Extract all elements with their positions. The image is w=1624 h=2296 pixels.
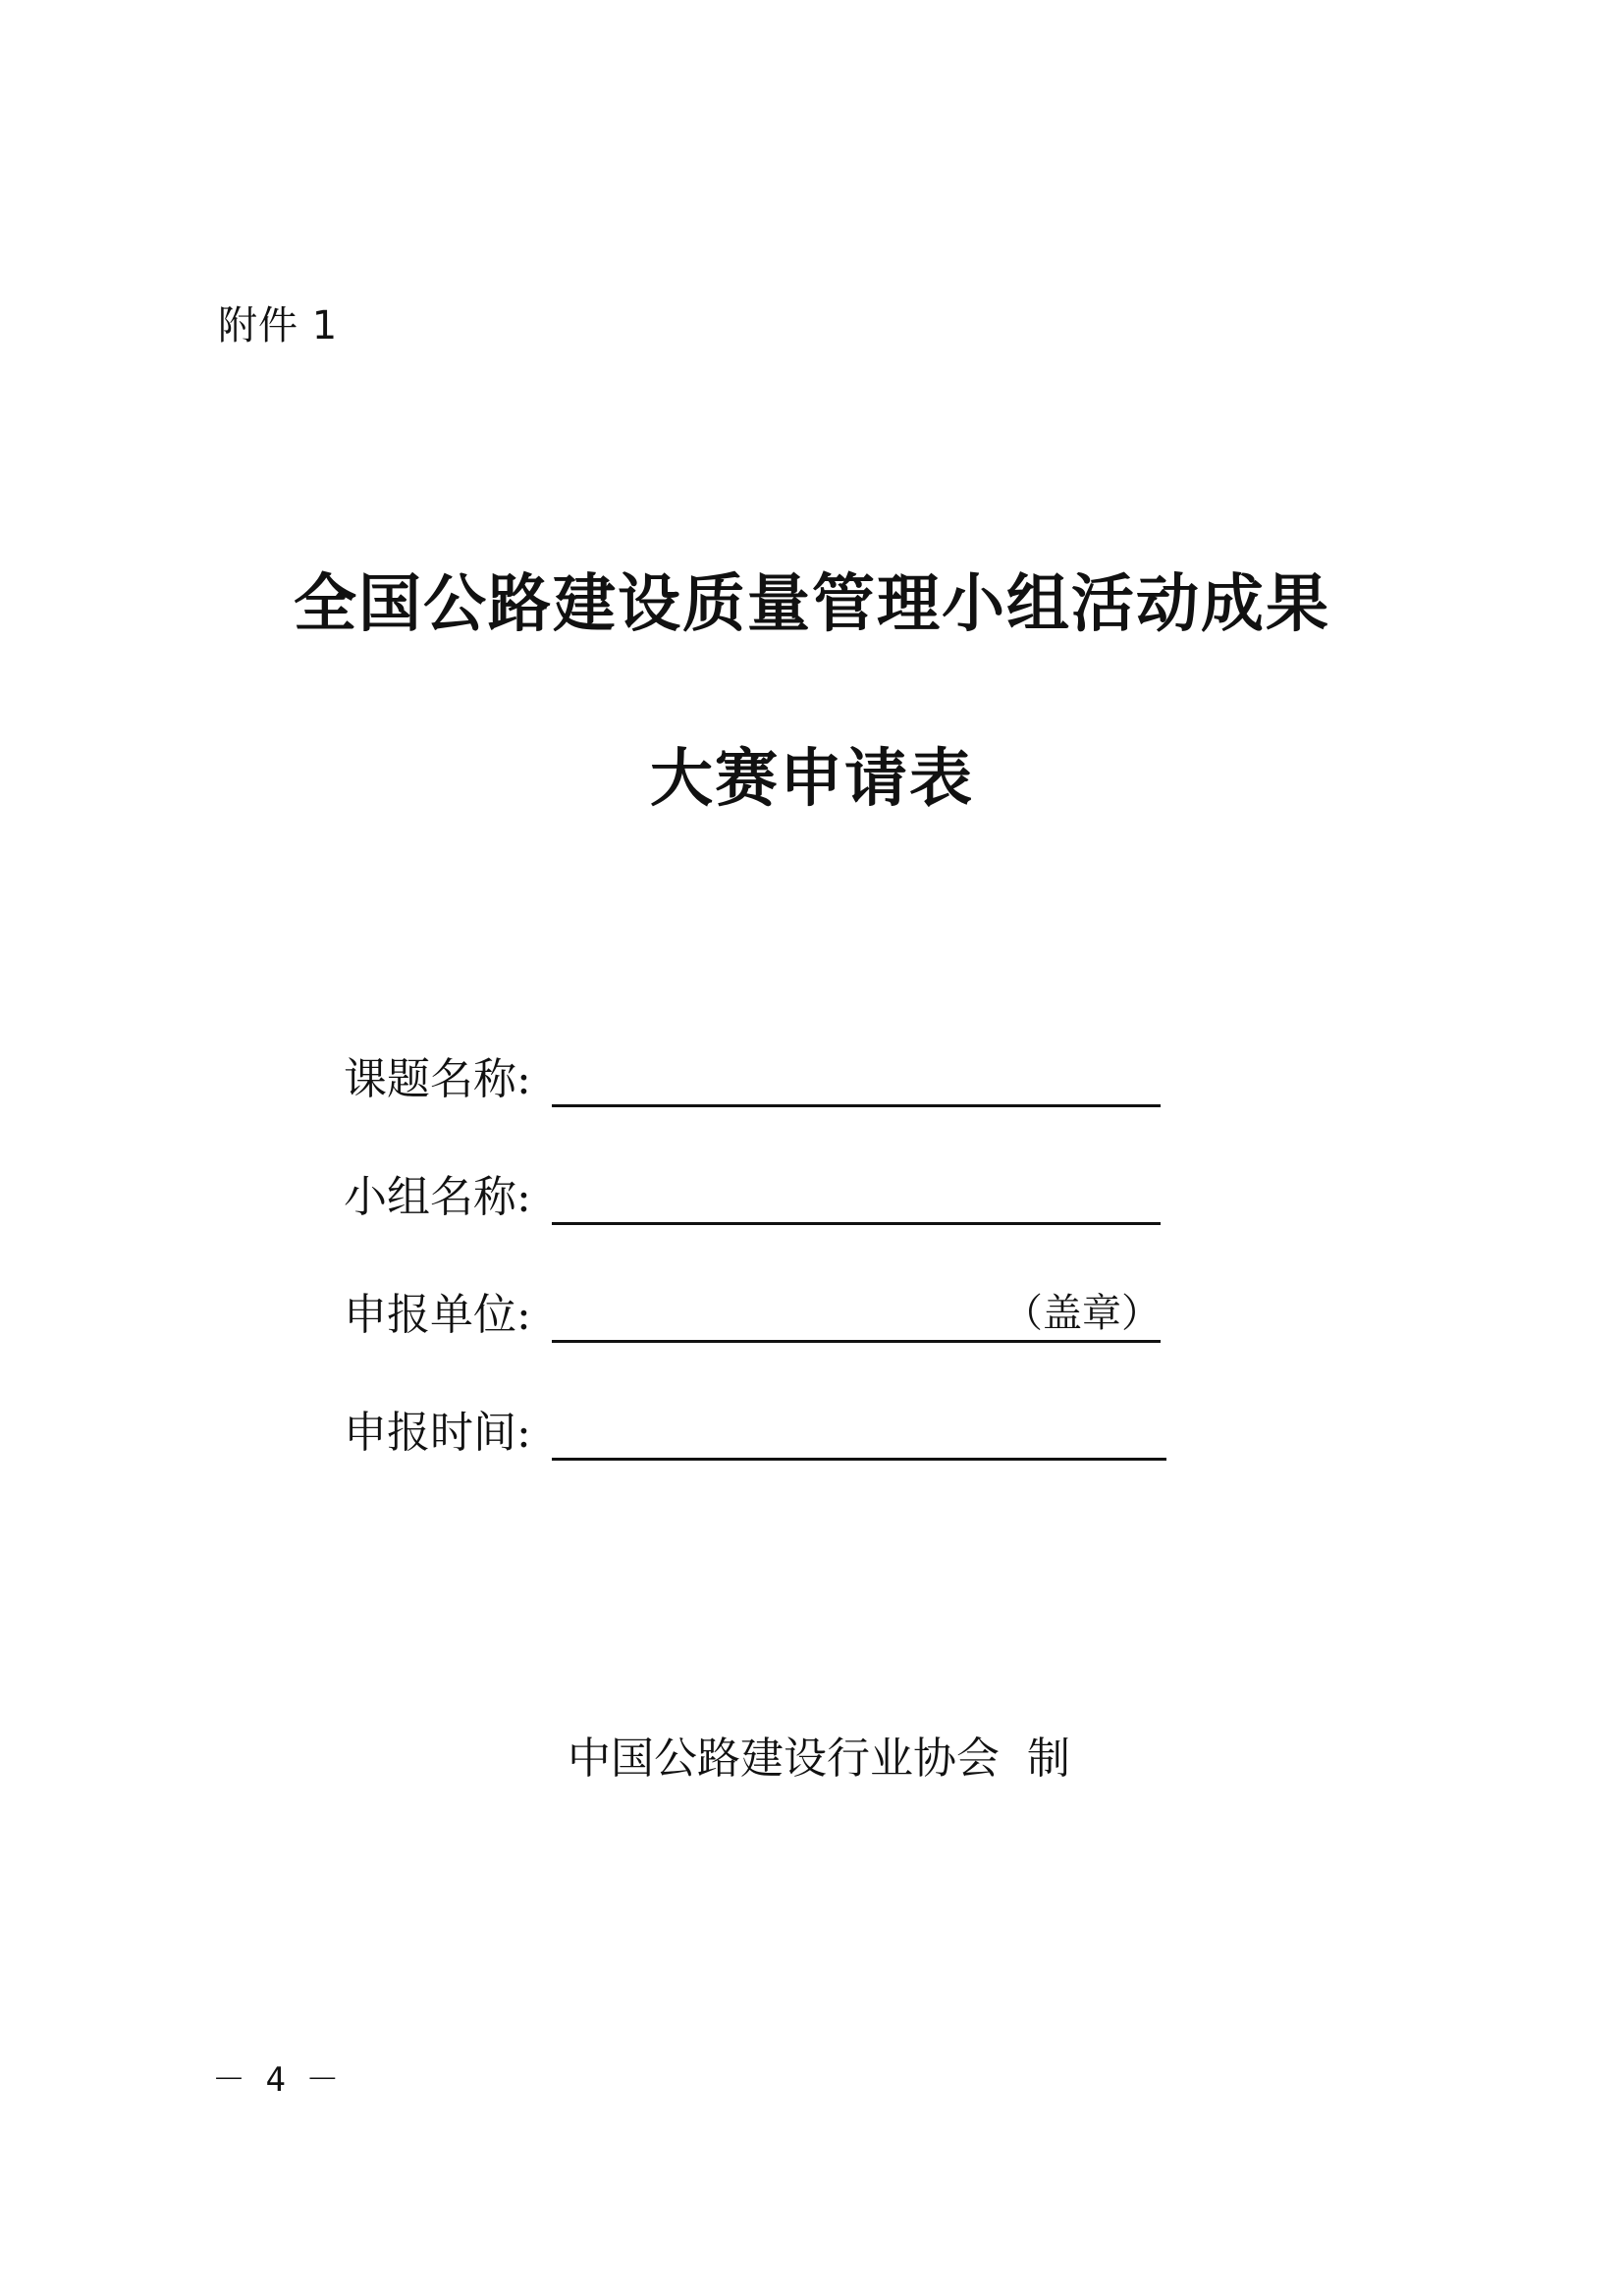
application-date-label: 申报时间: xyxy=(344,1408,531,1458)
form-title-line2: 大赛申请表 xyxy=(650,742,974,816)
attachment-label: 附件 1 xyxy=(218,303,339,348)
issuer-note: 中国公路建设行业协会 制 xyxy=(568,1734,1070,1784)
applicant-unit-label: 申报单位: xyxy=(344,1290,531,1340)
applicant-unit-blank[interactable] xyxy=(552,1288,1161,1343)
topic-name-blank[interactable] xyxy=(552,1052,1161,1107)
field-row-group-name xyxy=(344,1166,1161,1225)
topic-name-label: 课题名称: xyxy=(344,1054,531,1104)
field-row-topic-name xyxy=(344,1048,1161,1107)
group-name-label: 小组名称: xyxy=(344,1172,531,1222)
field-row-application-date xyxy=(344,1402,1166,1461)
form-title-line1: 全国公路建设质量管理小组活动成果 xyxy=(294,567,1330,641)
page-number: － 4 － xyxy=(212,2060,340,2100)
group-name-blank[interactable] xyxy=(552,1170,1161,1225)
field-row-applicant-unit xyxy=(344,1284,1161,1343)
application-date-blank[interactable] xyxy=(552,1406,1166,1461)
seal-note: （盖章） xyxy=(1003,1291,1161,1336)
